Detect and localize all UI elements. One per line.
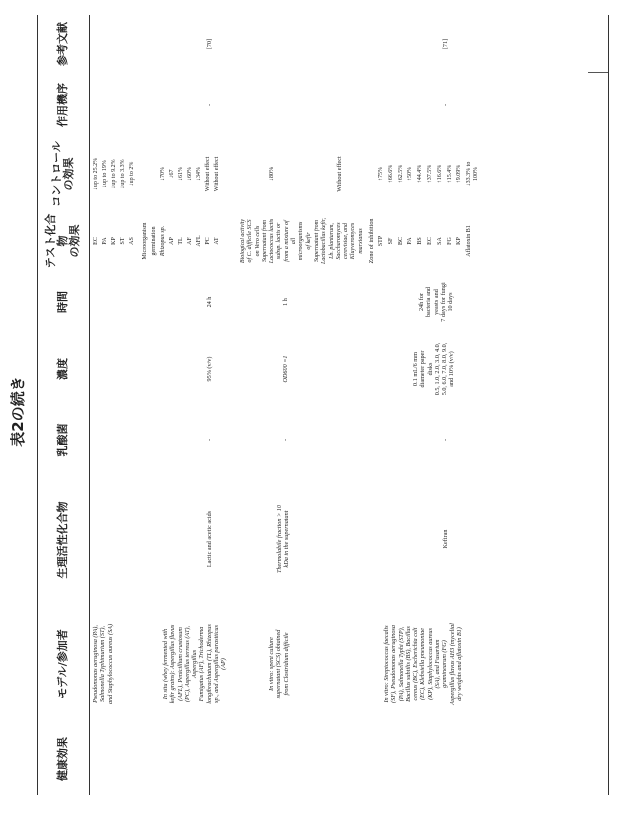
test-compound-item: KP (111, 237, 117, 245)
row2-compound: Lactic and acetic acids (206, 510, 213, 568)
row3-test-a: Biological activity of C. difficile SCS on Vero cells Supernatant from Lactococcus lactis subsp. lactis or from a mixture of all microorganisms of kefir (240, 218, 312, 264)
row3-concentration: OD600 =1 (282, 355, 289, 383)
control-effect-item: ↑66.6% (387, 164, 394, 184)
control-effect-item: ↓33.3% to 100% (466, 161, 480, 187)
row2-mechanism: - (206, 103, 213, 107)
row4-mechanism: - (442, 103, 449, 107)
row3-compound: Thermolabile fraction > 10 kDa in the supernatant (276, 505, 291, 573)
header-test-effect: テスト化合物 の効果 (44, 213, 81, 269)
bottom-rule (608, 15, 609, 795)
test-compound-item: FG (446, 237, 453, 245)
row4-concentration: 0.1 mL/6 mm diameter paper disks 0.5, 1.0, 2.0, 3.0, 4.0, 5.0, 6.0, 7.0, 8.0, 9.0, and 10% (v/v) (412, 342, 456, 396)
control-effect-item: ↓70% (160, 167, 166, 181)
row2-concentration: 95% (v/v) (206, 356, 213, 382)
control-effect-item: ↑16.6% (436, 164, 443, 184)
header-control-effect: コントロール の効果 (50, 141, 75, 207)
test-compound-item: Aflatoxin B1 (466, 225, 473, 257)
row4-compound: Kefiran (442, 529, 449, 549)
control-effect-item: ↑37.5% (427, 164, 433, 184)
table-caption: 表2の続き (9, 376, 27, 447)
control-effect-item: Without effect (205, 156, 211, 192)
test-compound-item: EC (427, 237, 433, 245)
test-compound-item: AP (169, 237, 175, 245)
test-compound-item: SA (436, 237, 443, 245)
control-effect-item: ↑15.4% (446, 164, 453, 184)
control-effect-item: ↓up to 19% (102, 160, 108, 188)
row2-lab: - (206, 438, 213, 442)
test-compound-item: AS (129, 237, 135, 245)
control-effect-item: ↓up to 2% (129, 161, 135, 187)
row2-reference: [70] (206, 38, 213, 50)
test-compound-item: KP (456, 237, 463, 245)
control-effect-item: ↓up to 3.3% (120, 159, 126, 189)
test-compound-item: BC (397, 237, 404, 246)
row2-time: 24 h (206, 296, 213, 308)
test-compound-item: AT (214, 237, 220, 245)
test-compound-item: germination (151, 226, 157, 256)
row3-control-b: Without effect (336, 156, 343, 192)
test-compound-item: ST (120, 237, 126, 245)
row2-model: In situ (whey fermented with kefir grains): Aspergillus flavus (AFL), Penicillium crustosum (PC), Aspergillus terreus (AT), Aspergillus Fumigatus (AF), Trichoderma longibrachiatum (TL), Rhizopus sp., and Aspergillus parasiticus (AP) (162, 624, 228, 704)
control-effect-item: ↑75% (378, 167, 384, 181)
row4-reference: [71] (442, 38, 449, 50)
control-effect-item: ↓34% (196, 167, 202, 181)
test-compound-item: Rhizopus sp. (160, 225, 166, 257)
header-model: モデル/参加者 (56, 629, 69, 699)
row4-model: In vitro: Streptococcus faecalis (SF), Pseudomonas aeruginosa (PA), Salmonella Typhi (STP), Bacillus subtilis (BS), Bacillus cereus (BC), Escherichia coli (EC), Klebsiella pneumoniae (KP), Staphylococcus aureus (SA), and Fusarium graminearum (FG) Aspergillus flavus AH3 (mycelial dry weights and aflatoxin B1) (383, 623, 463, 705)
row3-model: In vitro: spent culture supernatant (SCS) obtained from Clostridium difficile (268, 629, 290, 699)
control-effect-item: ↑50% (407, 167, 414, 181)
header-compound: 生理活性化合物 (56, 501, 69, 579)
test-compound-item: PC (205, 237, 211, 245)
reference-column-divider (588, 72, 608, 73)
row3-lab: - (282, 438, 289, 442)
control-effect-item: Without effect (214, 156, 220, 192)
control-effect-item: ↓61% (178, 167, 184, 181)
row3-time: 1 h (282, 298, 289, 306)
control-effect-item: ↓up to 9.2% (111, 159, 117, 189)
test-compound-item: STP (378, 235, 384, 247)
test-compound-item: AF (187, 237, 193, 245)
control-effect-item: ↓67 (169, 169, 175, 179)
test-compound-item: EC (93, 237, 99, 245)
header-health-effect: 健康効果 (56, 737, 69, 781)
header-time: 時間 (56, 291, 69, 313)
row1-model: Pseudomonas aeruginosa (PA), Salmonella Typhimurium (ST), and Staphylococcus aureus (SA) (92, 623, 114, 705)
header-concentration: 濃度 (56, 358, 69, 380)
header-lab: 乳酸菌 (56, 423, 69, 457)
row3-control-a: ↓80% (268, 166, 275, 182)
test-compound-item: PA (102, 237, 108, 245)
control-effect-item: ↑62.5% (397, 164, 404, 184)
control-effect-item: ↑44.4% (417, 164, 424, 184)
row4-lab: - (442, 438, 449, 442)
test-compound-item: Microorganism (142, 222, 148, 260)
test-compound-item: PA (407, 237, 414, 245)
header-mechanism: 作用機序 (56, 83, 69, 127)
test-compound-item: AFL (196, 235, 202, 247)
test-compound-item: BS (417, 237, 424, 245)
control-effect-item: ↑9.09% (456, 164, 463, 184)
row3-test-b: Supernatant from Lactobacillus kefir, Lb. plantarum, Saccharomyces cerevisiae, and Kluyveromyces marxianus (314, 218, 364, 264)
control-effect-item: ↓60% (187, 167, 193, 181)
header-rule (89, 15, 90, 795)
test-compound-item: TL (178, 237, 184, 245)
row4-test-header: Zone of inhibition (368, 218, 375, 264)
header-reference: 参考文献 (56, 22, 69, 66)
test-compound-item: SF (387, 237, 394, 245)
row4-time: 24h for bacteria and yeasts and 7 days for fungi 10 days (418, 282, 455, 322)
control-effect-item: ↓up to 25.2% (93, 157, 99, 191)
